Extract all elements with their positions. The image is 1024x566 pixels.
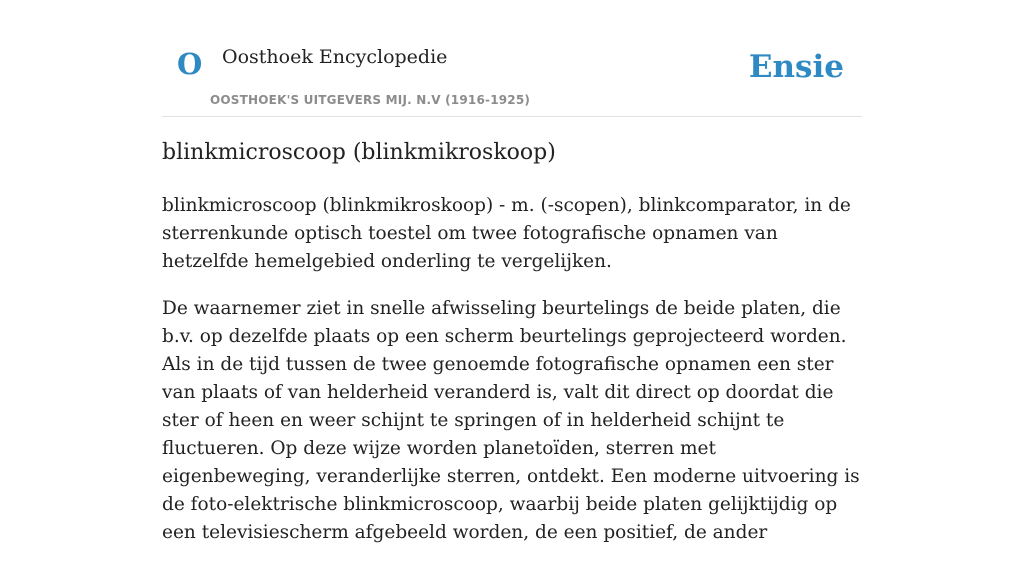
source-subtitle: OOSTHOEK'S UITGEVERS MIJ. N.V (1916-1925) <box>210 93 531 107</box>
source-logo: O <box>177 47 203 81</box>
entry-body <box>162 192 862 566</box>
source-header <box>162 0 862 117</box>
brand-logo-link[interactable]: Ensie <box>748 49 844 85</box>
entry-paragraph: blinkmicroscoop (blinkmikroskoop) - m. (-scopen), blinkcomparator, in de sterrenkunde optisch toestel om twee fotografische opnamen van hetzelfde hemelgebied onderling te vergelijken. <box>162 195 851 272</box>
source-title-link[interactable]: Oosthoek Encyclopedie <box>222 46 448 68</box>
entry-title: blinkmicroscoop (blinkmikroskoop) <box>162 140 556 165</box>
entry-paragraph: De waarnemer ziet in snelle afwisseling beurtelings de beide platen, die b.v. op dezelfde plaats op een scherm beurtelings geprojecteerd worden. Als in de tijd tussen de twee genoemde fotografische opnamen een ster van plaats of van helderheid veranderd is, valt dit direct op doordat die ster of heen en weer schijnt te springen of in helderheid schijnt te fluctueren. Op deze wijze worden planetoïden, sterren met eigenbeweging, veranderlijke sterren, ontdekt. Een moderne uitvoering is de foto-elektrische blinkmicroscoop, waarbij beide platen gelijktijdig op een televisiescherm afgebeeld worden, de een positief, de ander <box>162 298 860 543</box>
page-container <box>162 0 862 543</box>
